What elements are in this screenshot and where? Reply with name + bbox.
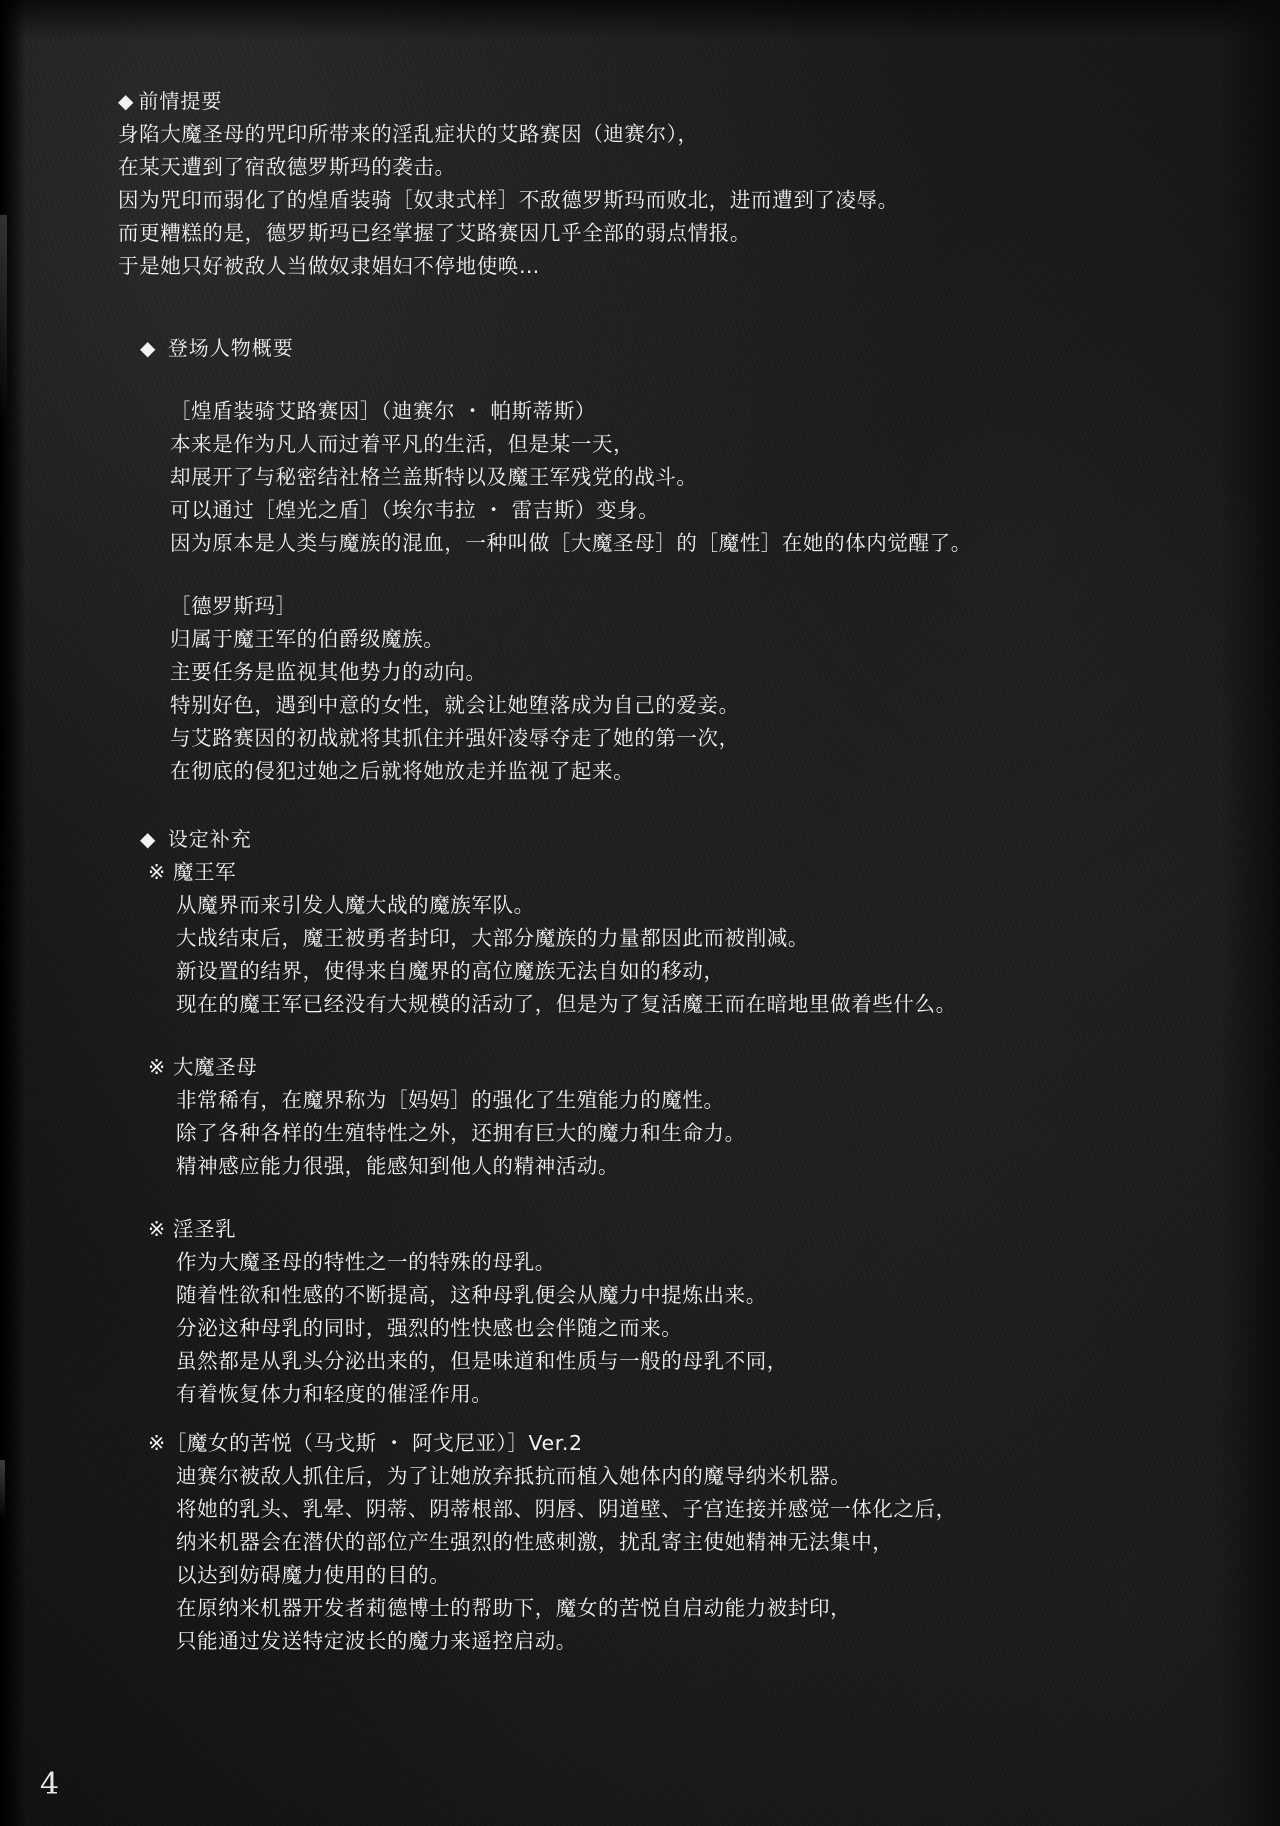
diamond-marker-icon: ◆ [118,89,135,113]
character-line: 主要任务是监视其他势力的动向。 [170,660,487,684]
character-line: 归属于魔王军的伯爵级魔族。 [170,627,445,651]
subsection-line: 大战结束后，魔王被勇者封印，大部分魔族的力量都因此而被削减。 [176,926,809,950]
character-line: 与艾路赛因的初战就将其抓住并强奸凌辱夺走了她的第一次， [170,726,740,750]
subsection-line: 新设置的结界，使得来自魔界的高位魔族无法自如的移动， [176,959,725,983]
subsection-great-demon-mother [118,1051,1178,1183]
subsection-line: 将她的乳头、乳晕、阴蒂、阴蒂根部、阴唇、阴道壁、子宫连接并感觉一体化之后， [176,1497,957,1521]
character-line: 特别好色，遇到中意的女性，就会让她堕落成为自己的爱妾。 [170,693,740,717]
subsection-line: 除了各种各样的生殖特性之外，还拥有巨大的魔力和生命力。 [176,1121,746,1145]
subsection-line: 现在的魔王军已经没有大规模的活动了，但是为了复活魔王而在暗地里做着些什么。 [176,992,957,1016]
spacer [118,1411,1178,1427]
subsection-line: 作为大魔圣母的特性之一的特殊的母乳。 [176,1250,556,1274]
prologue-line: 身陷大魔圣母的咒印所带来的淫乱症状的艾路赛因（迪赛尔）， [118,122,699,146]
character-name: ［煌盾装骑艾路赛因］（迪赛尔 ・ 帕斯蒂斯） [170,399,596,423]
section-prologue [118,84,1178,283]
subsection-title-row [148,1213,1178,1246]
subsection-line: 随着性欲和性感的不断提高，这种母乳便会从魔力中提炼出来。 [176,1283,767,1307]
reference-mark-icon: ※ [148,1217,166,1241]
subsection-line: 在原纳米机器开发者莉德博士的帮助下，魔女的苦悦自启动能力被封印， [176,1596,852,1620]
top-edge-shadow [0,0,1280,40]
reference-mark-icon: ※ [148,860,166,884]
character-block-drosma [118,590,1178,788]
character-name: ［德罗斯玛］ [170,594,297,618]
section-characters-title: 登场人物概要 [167,336,294,360]
character-line: 可以通过［煌光之盾］（埃尔韦拉 ・ 雷吉斯）变身。 [170,498,660,522]
section-characters [118,331,1178,788]
document-body [118,84,1178,1662]
right-edge-shadow [1220,0,1280,1826]
subsection-title-row [148,1051,1178,1084]
subsection-line: 纳米机器会在潜伏的部位产生强烈的性感刺激，扰乱寄主使她精神无法集中， [176,1530,894,1554]
subsection-line: 迪赛尔被敌人抓住后，为了让她放弃抵抗而植入她体内的魔导纳米机器。 [176,1464,852,1488]
subsection-demon-army [118,856,1178,1021]
subsection-witch-bitter-joy [118,1427,1178,1658]
character-line: 本来是作为凡人而过着平凡的生活，但是某一天， [170,432,635,456]
diamond-marker-icon: ◆ [140,336,157,360]
spacer [118,560,1178,590]
subsection-line: 从魔界而来引发人魔大战的魔族军队。 [176,893,535,917]
spacer [118,792,1178,822]
subsection-holy-milk [118,1213,1178,1411]
character-line: 在彻底的侵犯过她之后就将她放走并监视了起来。 [170,759,635,783]
character-line: 因为原本是人类与魔族的混血，一种叫做［大魔圣母］的［魔性］在她的体内觉醒了。 [170,531,972,555]
left-edge-shadow [0,0,26,1826]
section-settings [118,822,1178,1658]
diamond-marker-icon: ◆ [140,827,157,851]
subsection-title: 大魔圣母 [172,1055,258,1079]
subsection-title: 魔王军 [172,860,237,884]
subsection-title: ［魔女的苦悦（马戈斯 ・ 阿戈尼亚）］Ver.2 [165,1431,583,1455]
character-line: 却展开了与秘密结社格兰盖斯特以及魔王军残党的战斗。 [170,465,698,489]
subsection-line: 有着恢复体力和轻度的催淫作用。 [176,1382,493,1406]
spacer [118,1021,1178,1051]
page-number: 4 [40,1767,60,1802]
spacer [118,365,1178,395]
subsection-title-row [148,1427,1178,1460]
subsection-line: 只能通过发送特定波长的魔力来遥控启动。 [176,1629,577,1653]
prologue-line: 在某天遭到了宿敌德罗斯玛的袭击。 [118,155,456,179]
character-block-elsain [118,395,1178,560]
prologue-line: 而更糟糕的是，德罗斯玛已经掌握了艾路赛因几乎全部的弱点情报。 [118,221,751,245]
subsection-title: 淫圣乳 [172,1217,237,1241]
section-prologue-title: 前情提要 [138,89,223,113]
subsection-title-row [148,856,1178,889]
reference-mark-icon: ※ [148,1431,166,1455]
subsection-line: 虽然都是从乳头分泌出来的，但是味道和性质与一般的母乳不同， [176,1349,788,1373]
section-settings-title: 设定补充 [167,827,252,851]
prologue-line: 因为咒印而弱化了的煌盾装骑［奴隶式样］不敌德罗斯玛而败北，进而遭到了凌辱。 [118,188,899,212]
subsection-line: 精神感应能力很强，能感知到他人的精神活动。 [176,1154,620,1178]
left-light-sliver [0,215,7,415]
spacer [118,287,1178,331]
subsection-line: 分泌这种母乳的同时，强烈的性快感也会伴随之而来。 [176,1316,683,1340]
section-settings-heading [140,822,1178,856]
subsection-line: 非常稀有，在魔界称为［妈妈］的强化了生殖能力的魔性。 [176,1088,725,1112]
spacer [118,1183,1178,1213]
section-prologue-heading [118,84,1178,118]
left-light-sliver-lower [0,1460,5,1520]
subsection-line: 以达到妨碍魔力使用的目的。 [176,1563,451,1587]
reference-mark-icon: ※ [148,1055,166,1079]
prologue-line: 于是她只好被敌人当做奴隶娼妇不停地使唤… [118,254,540,278]
section-characters-heading [140,331,1178,365]
